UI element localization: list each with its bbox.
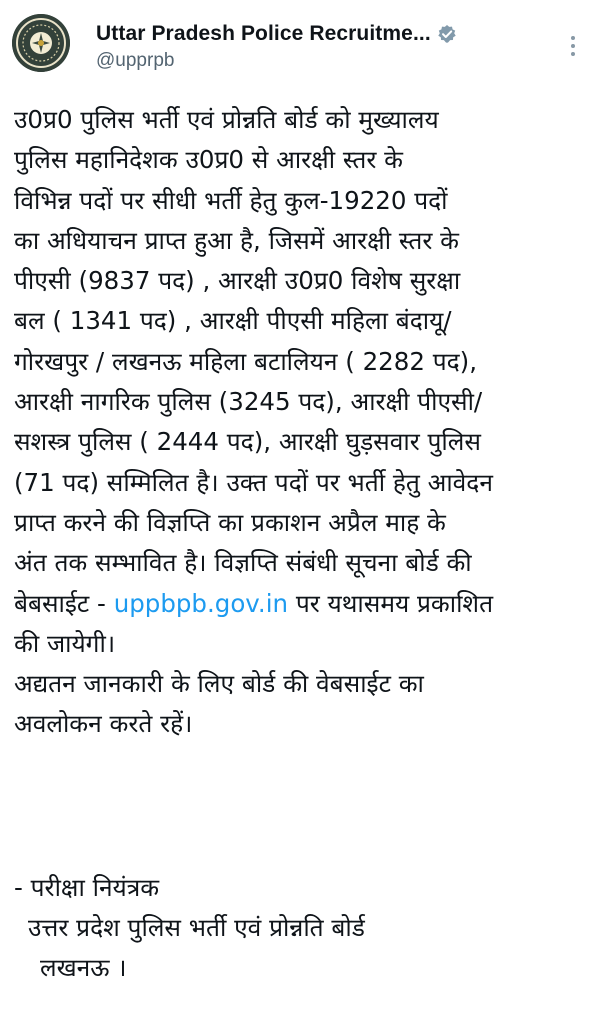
post-line: पीएसी (9837 पद) , आरक्षी उ0प्र0 विशेष सुरक्षा — [14, 266, 461, 296]
police-emblem-icon[interactable] — [12, 14, 70, 72]
signature-city: लखनऊ । — [40, 953, 127, 982]
post-line: प्राप्त करने की विज्ञप्ति का प्रकाशन अप्रैल माह के — [14, 507, 446, 537]
post-header — [0, 0, 602, 90]
post-line: पुलिस महानिदेशक उ0प्र0 से आरक्षी स्तर के — [14, 145, 404, 175]
post-line: (71 पद) सम्मिलित है। उक्त पदों पर भर्ती हेतु आवेदन — [14, 467, 493, 497]
author-handle[interactable]: @upprpb — [96, 50, 175, 71]
signature-title: - परीक्षा नियंत्रक — [14, 873, 160, 902]
post-line: की जायेगी। — [14, 628, 116, 658]
post-line: विभिन्न पदों पर सीधी भर्ती हेतु कुल-19220 पदों — [14, 185, 448, 215]
post-text — [14, 100, 594, 745]
post-line: उ0प्र0 पुलिस भर्ती एवं प्रोन्नति बोर्ड को मुख्यालय — [14, 105, 439, 134]
website-prefix: बेबसाईट - — [14, 588, 114, 618]
post-line: बल ( 1341 पद) , आरक्षी पीएसी महिला बंदायू/ — [14, 306, 452, 336]
website-link[interactable]: uppbpb.gov.in — [113, 588, 289, 618]
author-name-row[interactable] — [96, 20, 457, 48]
post-line: आरक्षी नागरिक पुलिस (3245 पद), आरक्षी पीएसी/ — [14, 387, 483, 417]
website-suffix: पर यथासमय प्रकाशित — [288, 588, 494, 618]
post-line: गोरखपुर / लखनऊ महिला बटालियन ( 2282 पद), — [14, 346, 477, 376]
website-line — [14, 584, 594, 624]
author-display-name[interactable]: Uttar Pradesh Police Recruitme... — [96, 22, 431, 45]
signature-block — [14, 868, 594, 988]
more-vertical-icon[interactable] — [566, 34, 580, 58]
post-line: सशस्त्र पुलिस ( 2444 पद), आरक्षी घुड़सवार पुलिस — [14, 427, 481, 457]
post-line: का अधियाचन प्राप्त हुआ है, जिसमें आरक्षी स्तर के — [14, 225, 459, 255]
verified-badge-icon — [437, 24, 457, 44]
post-line: अद्यतन जानकारी के लिए बोर्ड की वेबसाईट का — [14, 669, 424, 699]
signature-organization: उत्तर प्रदेश पुलिस भर्ती एवं प्रोन्नति बोर्ड — [28, 913, 365, 942]
post-line: अंत तक सम्भावित है। विज्ञप्ति संबंधी सूचना बोर्ड की — [14, 548, 472, 578]
post-line: अवलोकन करते रहें। — [14, 709, 193, 739]
